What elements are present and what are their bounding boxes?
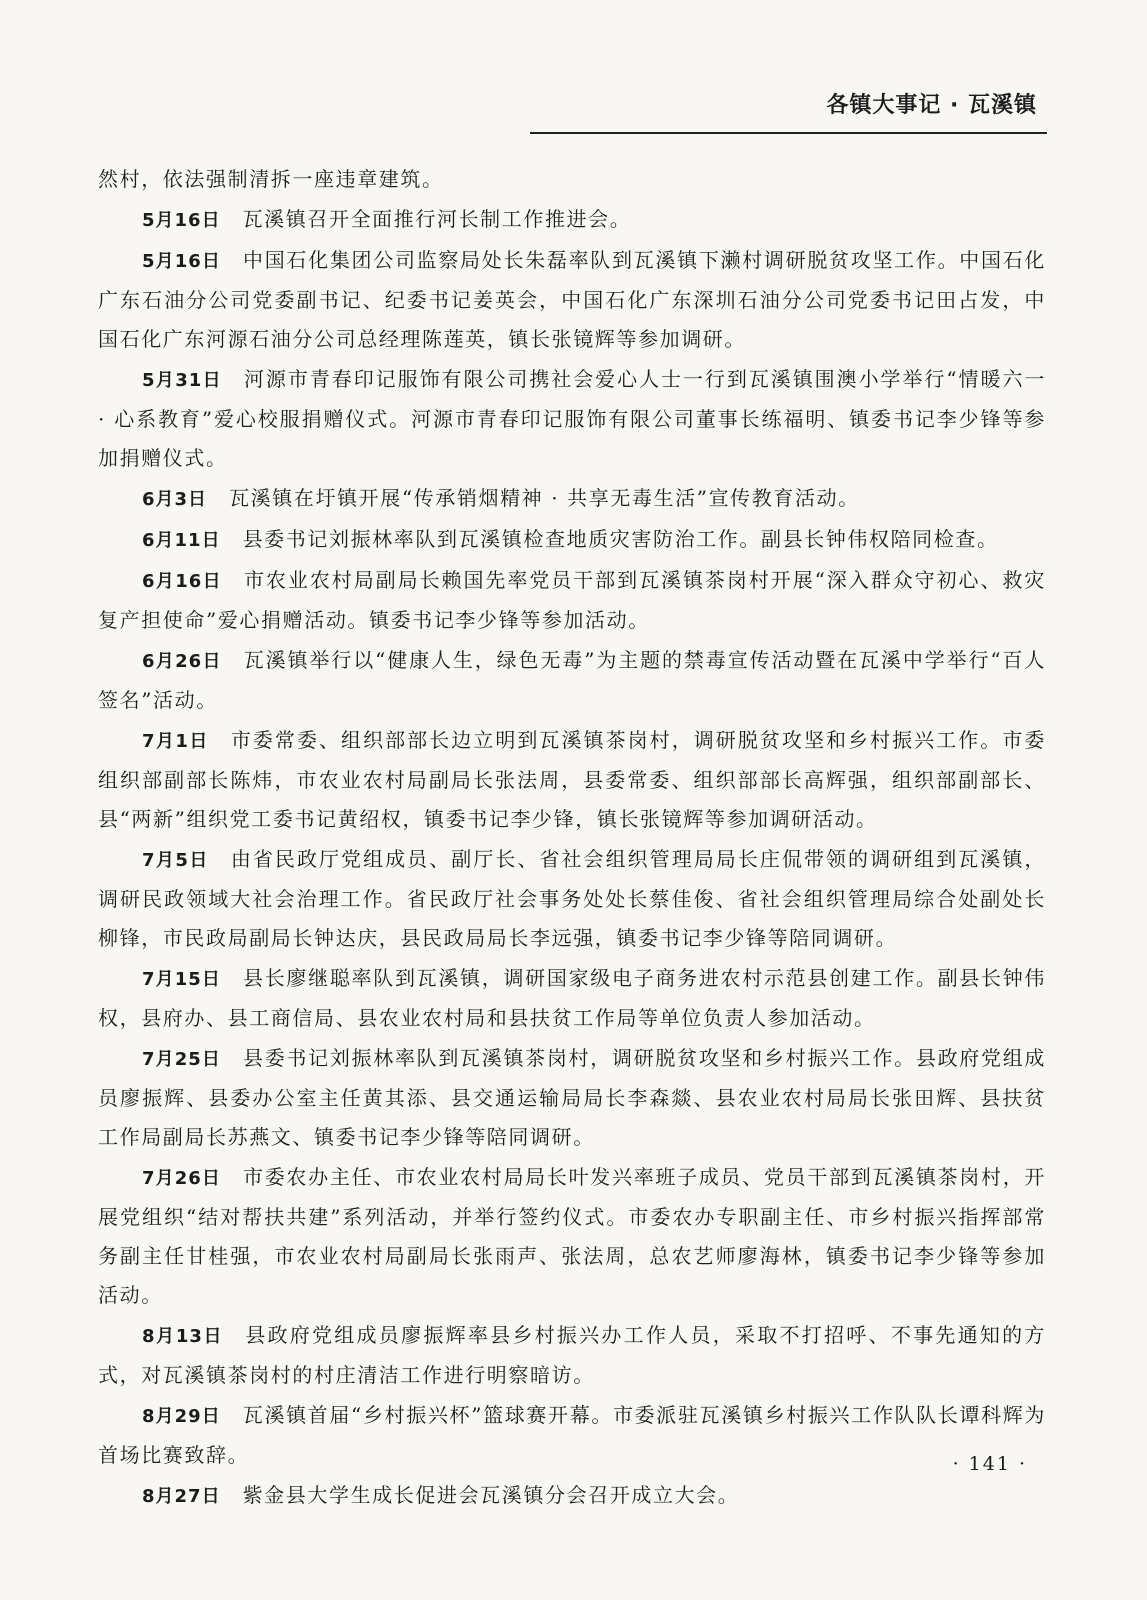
entry-text: 由省民政厅党组成员、副厅长、省社会组织管理局局长庄侃带领的调研组到瓦溪镇，调研民政领域大社会治理工作。省民政厅社会事务处处长蔡佳俊、省社会组织管理局综合处副处长柳锋，市民政局副局长钟达庆，县民政局局长李远强，镇委书记李少锋等陪同调研。: [98, 847, 1046, 950]
header-rule: [530, 132, 1047, 134]
page-number: · 141 ·: [952, 1453, 1027, 1475]
entry-text: 县委书记刘振林率队到瓦溪镇茶岗村，调研脱贫攻坚和乡村振兴工作。县政府党组成员廖振辉、县委办公室主任黄其添、县交通运输局局长李森燚、县农业农村局局长张田辉、县扶贫工作局副局长苏燕文、镇委书记李少锋等陪同调研。: [98, 1046, 1046, 1149]
chronicle-entry: [98, 1476, 1046, 1516]
entry-date: 8月27日: [142, 1486, 221, 1507]
entry-date: 7月5日: [142, 850, 209, 871]
entry-text: 瓦溪镇首届“乡村振兴杯”篮球赛开幕。市委派驻瓦溪镇乡村振兴工作队队长谭科辉为首场比赛致辞。: [98, 1403, 1047, 1467]
entry-text: 瓦溪镇在圩镇开展“传承销烟精神 · 共享无毒生活”宣传教育活动。: [229, 486, 860, 510]
chronicle-entry: [98, 1158, 1046, 1315]
chronicle-entry: [98, 479, 1046, 519]
entry-date: 6月16日: [142, 571, 222, 592]
entry-date: 8月29日: [142, 1406, 221, 1427]
entry-date: 8月13日: [142, 1326, 224, 1347]
entry-text: 瓦溪镇召开全面推行河长制工作推进会。: [242, 207, 632, 231]
entry-text: 市农业农村局副局长赖国先率党员干部到瓦溪镇茶岗村开展“深入群众守初心、救灾复产担使命”爱心捐赠活动。镇委书记李少锋等参加活动。: [98, 568, 1046, 632]
entry-text: 河源市青春印记服饰有限公司携社会爱心人士一行到瓦溪镇围澳小学举行“情暖六一 · 心系教育”爱心校服捐赠仪式。河源市青春印记服饰有限公司董事长练福明、镇委书记李少锋等参加捐赠仪式。: [98, 367, 1046, 470]
chronicle-body: [98, 160, 1046, 1517]
entry-date: 7月25日: [142, 1049, 221, 1070]
chronicle-entry: [98, 360, 1046, 478]
chronicle-entry: [98, 200, 1046, 240]
entry-list: [98, 200, 1046, 1516]
chronicle-entry: [98, 1316, 1046, 1395]
entry-text: 紫金县大学生成长促进会瓦溪镇分会召开成立大会。: [242, 1483, 740, 1507]
chronicle-entry: [98, 959, 1046, 1038]
chronicle-entry: [98, 641, 1046, 720]
chronicle-entry: [98, 561, 1046, 640]
continuation-paragraph: 然村，依法强制清拆一座违章建筑。: [98, 167, 444, 191]
entry-date: 7月1日: [142, 731, 209, 752]
entry-date: 6月26日: [142, 651, 222, 672]
entry-date: 5月16日: [142, 251, 221, 272]
chronicle-entry: [98, 1039, 1046, 1157]
chronicle-entry: [98, 241, 1046, 359]
entry-text: 市委常委、组织部部长边立明到瓦溪镇茶岗村，调研脱贫攻坚和乡村振兴工作。市委组织部副部长陈炜，市农业农村局副局长张法周，县委常委、组织部部长高辉强，组织部副部长、县“两新”组织党工委书记黄绍权，镇委书记李少锋，镇长张镜辉等参加调研活动。: [98, 728, 1046, 831]
entry-text: 市委农办主任、市农业农村局局长叶发兴率班子成员、党员干部到瓦溪镇茶岗村，开展党组织“结对帮扶共建”系列活动，并举行签约仪式。市委农办专职副主任、市乡村振兴指挥部常务副主任甘桂强，市农业农村局副局长张雨声、张法周，总农艺师廖海林，镇委书记李少锋等参加活动。: [98, 1165, 1046, 1307]
entry-date: 6月11日: [142, 530, 221, 551]
entry-date: 5月16日: [142, 210, 221, 231]
running-header: 各镇大事记 · 瓦溪镇: [826, 93, 1037, 118]
chronicle-entry: [98, 1396, 1046, 1475]
entry-text: 县政府党组成员廖振辉率县乡村振兴办工作人员，采取不打招呼、不事先通知的方式，对瓦溪镇茶岗村的村庄清洁工作进行明察暗访。: [98, 1323, 1046, 1387]
entry-text: 县长廖继聪率队到瓦溪镇，调研国家级电子商务进农村示范县创建工作。副县长钟伟权，县府办、县工商信局、县农业农村局和县扶贫工作局等单位负责人参加活动。: [98, 966, 1046, 1030]
chronicle-entry: [98, 520, 1046, 560]
entry-date: 5月31日: [142, 370, 222, 391]
entry-text: 瓦溪镇举行以“健康人生，绿色无毒”为主题的禁毒宣传活动暨在瓦溪中学举行“百人签名”活动。: [98, 648, 1046, 712]
entry-date: 7月15日: [142, 969, 221, 990]
entry-date: 7月26日: [142, 1168, 221, 1189]
entry-text: 中国石化集团公司监察局处长朱磊率队到瓦溪镇下濑村调研脱贫攻坚工作。中国石化广东石油分公司党委副书记、纪委书记姜英会，中国石化广东深圳石油分公司党委书记田占发，中国石化广东河源石油分公司总经理陈莲英，镇长张镜辉等参加调研。: [98, 248, 1046, 351]
chronicle-entry: [98, 721, 1046, 839]
chronicle-entry: [98, 840, 1046, 958]
entry-text: 县委书记刘振林率队到瓦溪镇检查地质灾害防治工作。副县长钟伟权陪同检查。: [242, 527, 999, 551]
entry-date: 6月3日: [142, 489, 208, 510]
